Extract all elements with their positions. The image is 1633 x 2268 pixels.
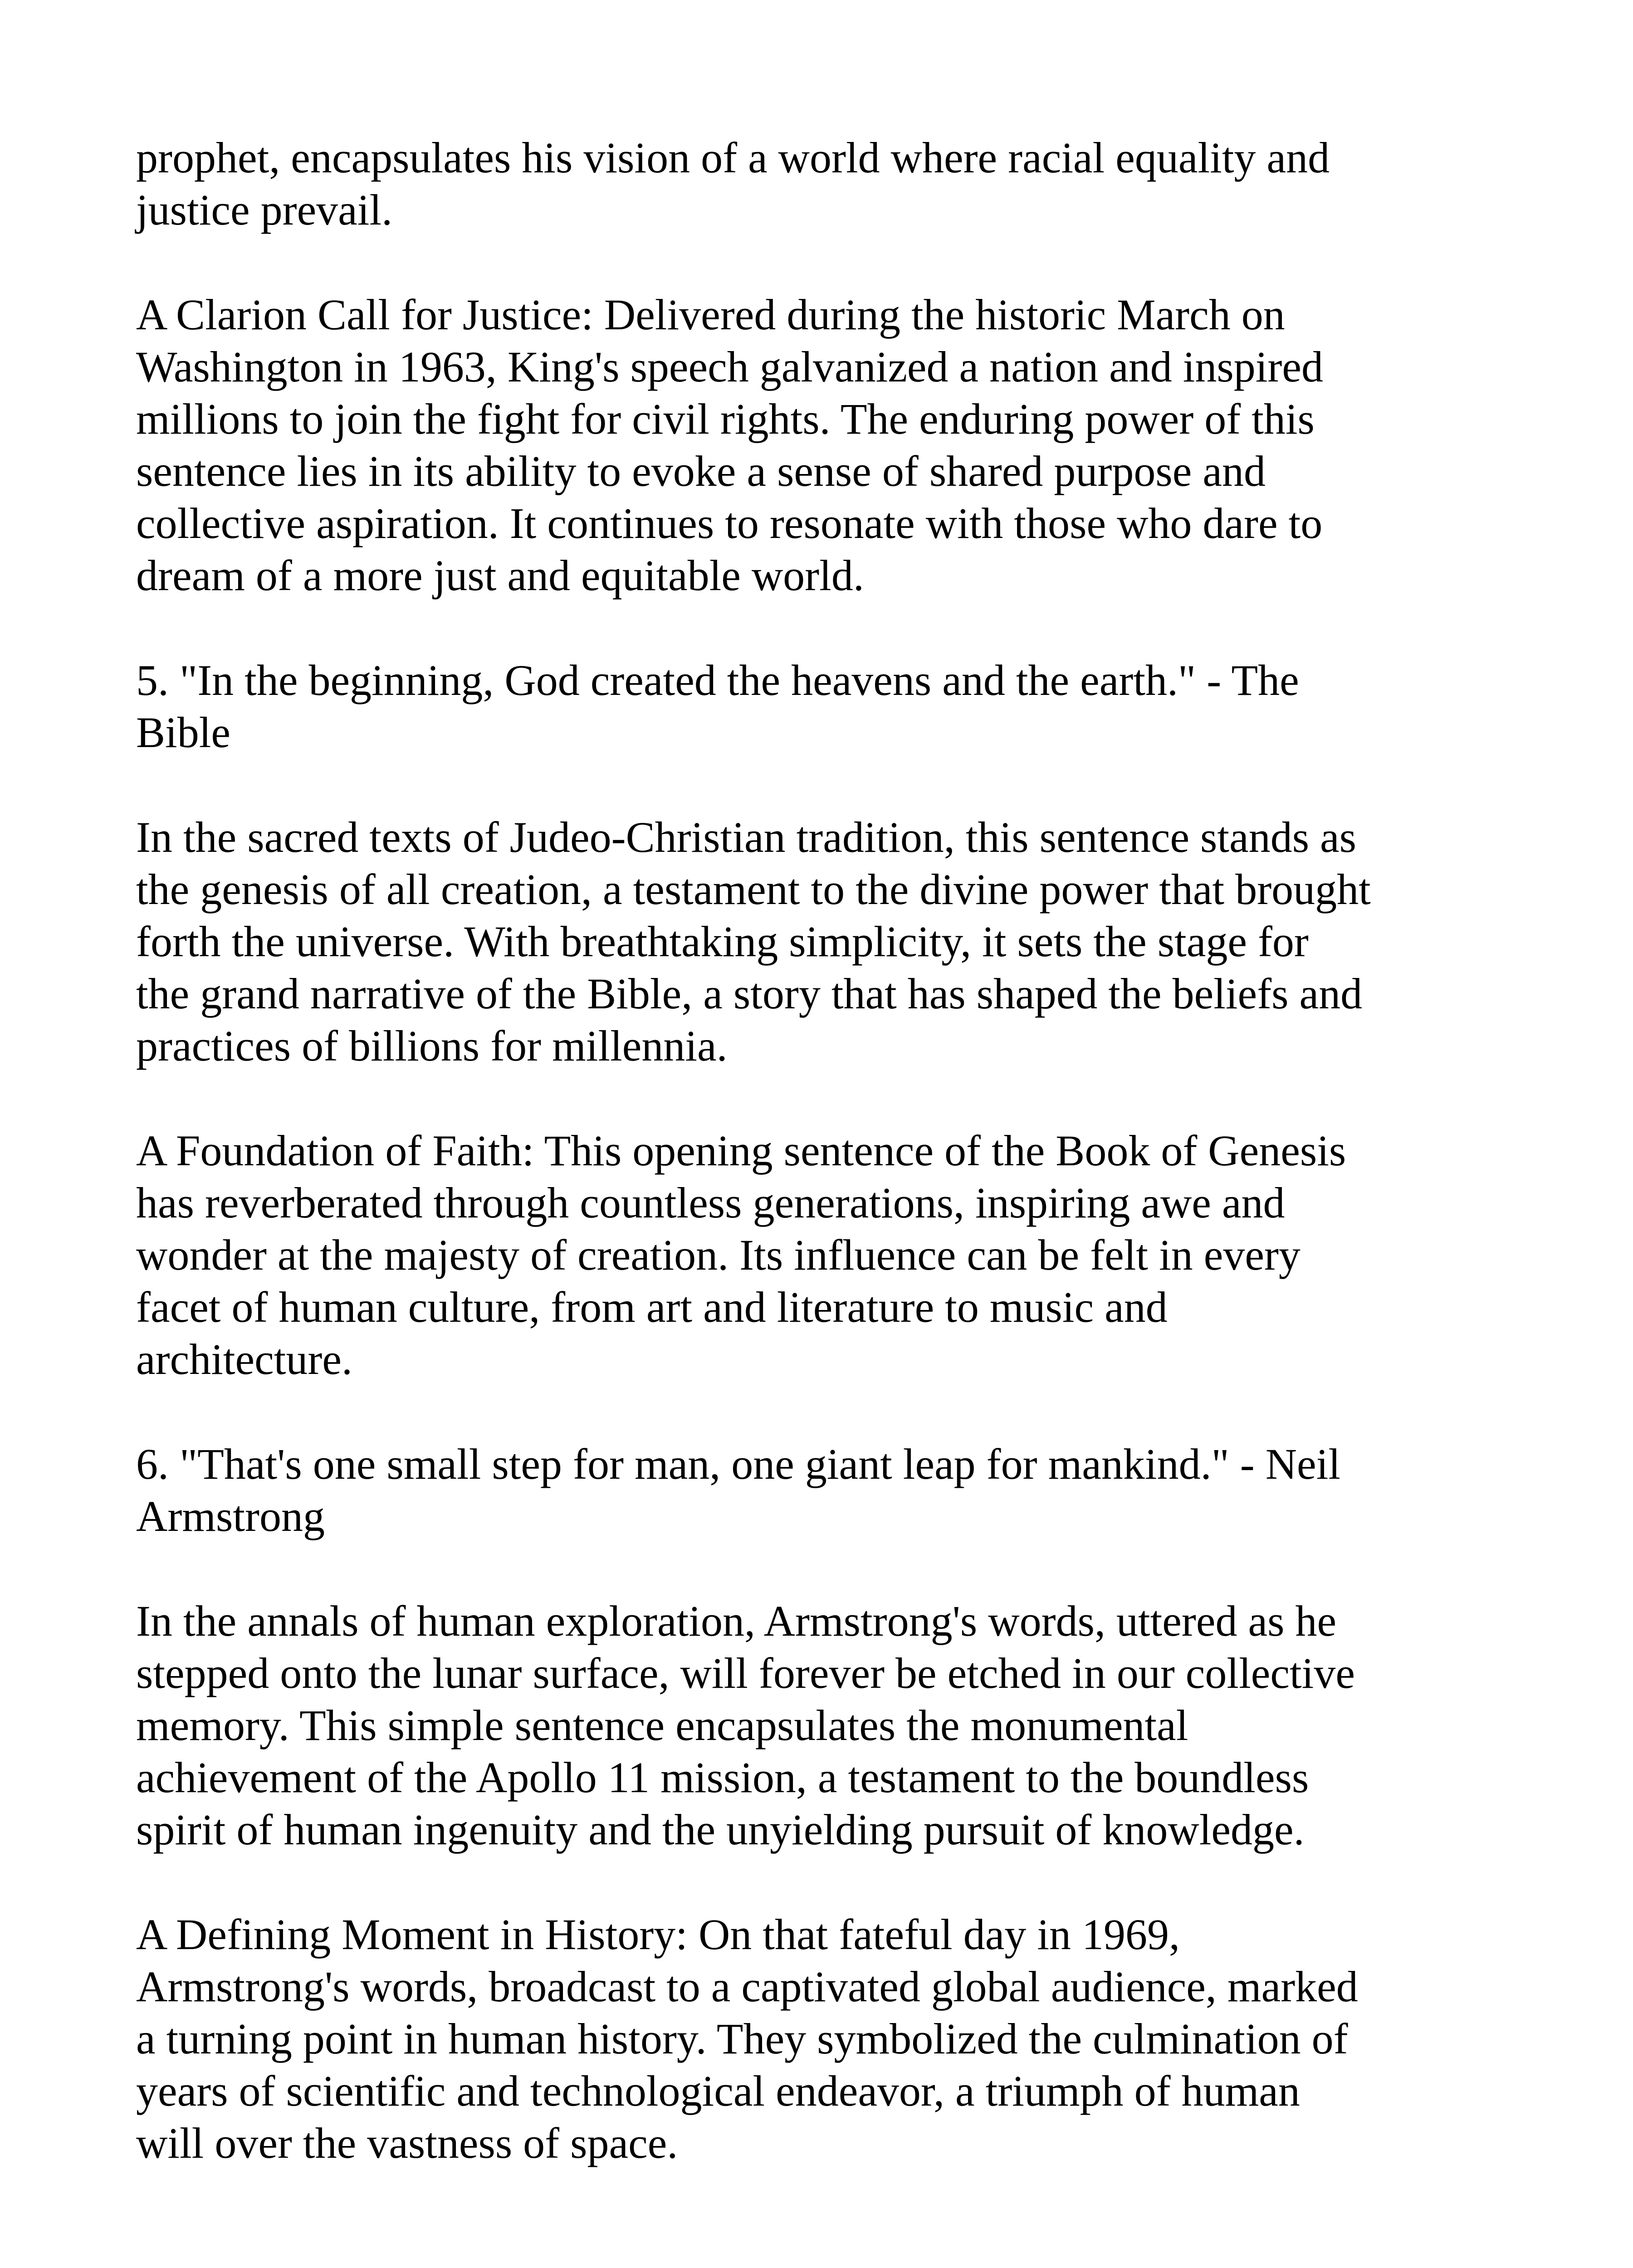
paragraph-sacred-texts: In the sacred texts of Judeo-Christian tradition, this sentence stands as the genesis of all creation, a testament to the divine power that brought forth the universe. With breathtaking simplicity, it sets the stage for the grand narrative of the Bible, a story that has shaped the beliefs and practices of billions for millennia. (136, 813, 1371, 1070)
heading-quote-6: 6. "That's one small step for man, one giant leap for mankind." - Neil Armstrong (136, 1440, 1340, 1540)
heading-quote-5: 5. "In the beginning, God created the heavens and the earth." - The Bible (136, 656, 1299, 757)
body-text (136, 132, 1474, 2222)
paragraph-clarion-call: A Clarion Call for Justice: Delivered during the historic March on Washington in 1963, King's speech galvanized a nation and inspired millions to join the fight for civil rights. The enduring power of this sentence lies in its ability to evoke a sense of shared purpose and collective aspiration. It continues to resonate with those who dare to dream of a more just and equitable world. (136, 290, 1323, 600)
paragraph-mlk-continuation: prophet, encapsulates his vision of a world where racial equality and justice prevail. (136, 133, 1330, 234)
paragraph-defining-moment: A Defining Moment in History: On that fateful day in 1969, Armstrong's words, broadcast to a captivated global audience, marked a turning point in human history. They symbolized the culmination of years of scientific and technological endeavor, a triumph of human will over the vastness of space. (136, 1910, 1358, 2167)
paragraph-human-exploration: In the annals of human exploration, Armstrong's words, uttered as he stepped onto the lunar surface, will forever be etched in our collective memory. This simple sentence encapsulates the monumental achievement of the Apollo 11 mission, a testament to the boundless spirit of human ingenuity and the unyielding pursuit of knowledge. (136, 1597, 1355, 1854)
paragraph-foundation-of-faith: A Foundation of Faith: This opening sentence of the Book of Genesis has reverberated through countless generations, inspiring awe and wonder at the majesty of creation. Its influence can be felt in every facet of human culture, from art and literature to music and architecture. (136, 1126, 1346, 1383)
